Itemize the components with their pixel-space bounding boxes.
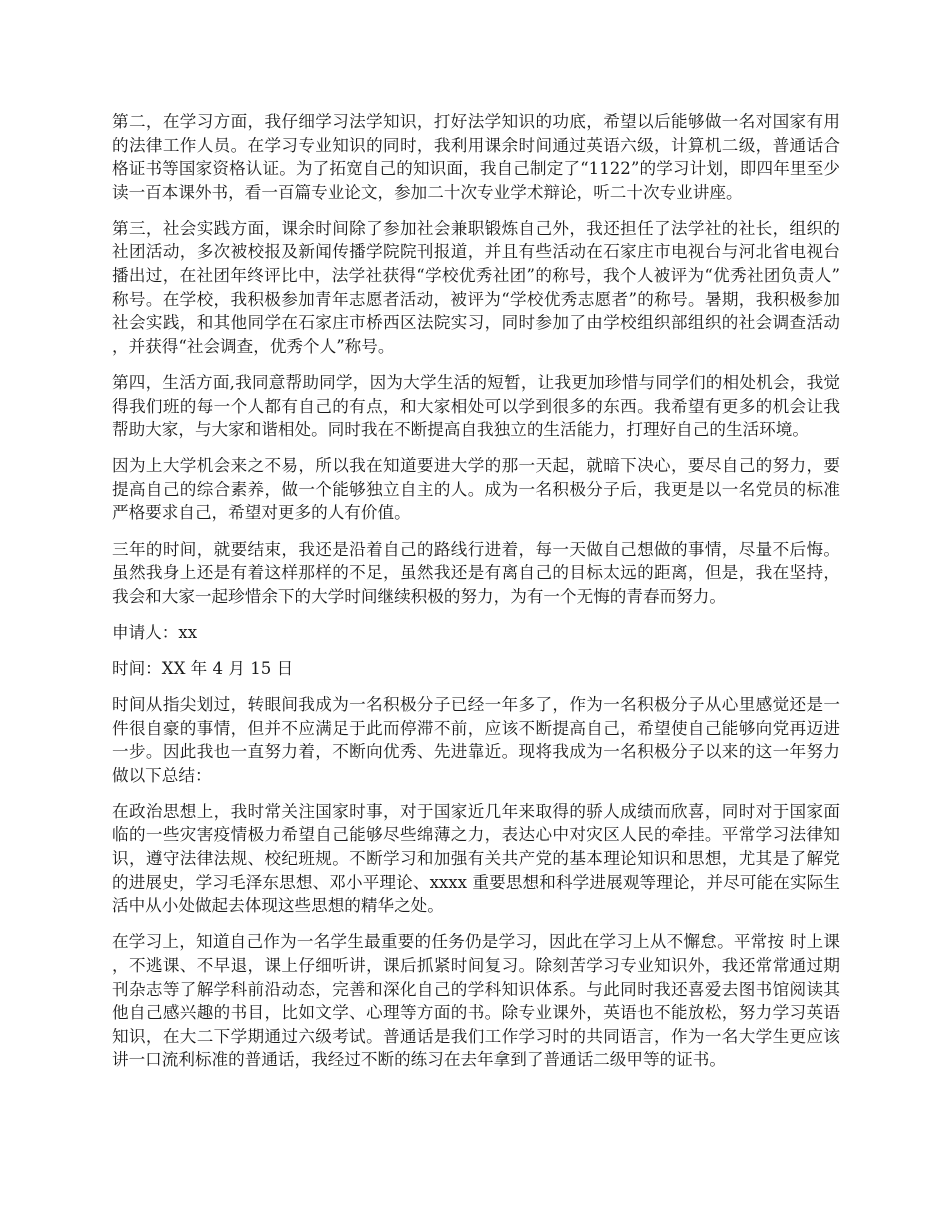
paragraph-study: 第二，在学习方面，我仔细学习法学知识，打好法学知识的功底，希望以后能够做一名对国家有用的法律工作人员。在学习专业知识的同时，我利用课余时间通过英语六级，计算机二级，普通话合格证书等国家资格认证。为了拓宽自己的知识面，我自己制定了“1122”的学习计划，即四年里至少读一百本课外书，看一百篇专业论文，参加二十次专业学术辩论，听二十次专业讲座。 — [112, 112, 840, 202]
paragraph-academic: 在学习上，知道自己作为一名学生最重要的任务仍是学习，因此在学习上从不懈怠。平常按 时上课，不逃课、不早退，课上仔细听讲，课后抓紧时间复习。除刻苦学习专业知识外，我还常常通过期刊杂志等了解学科前沿动态，完善和深化自己的学科知识体系。与此同时我还喜爱去图书馆阅读其他自己感兴趣的书目，比如文学、心理等方面的书。除专业课外，英语也不能放松，努力学习英语知识，在大二下学期通过六级考试。普通话是我们工作学习时的共同语言，作为一名大学生更应该讲一口流利标准的普通话，我经过不断的练习在去年拿到了普通话二级甲等的证书。 — [112, 932, 840, 1070]
paragraph-social-practice: 第三，社会实践方面，课余时间除了参加社会兼职锻炼自己外，我还担任了法学社的社长，组织的社团活动，多次被校报及新闻传播学院院刊报道，并且有些活动在石家庄市电视台与河北省电视台播出过，在社团年终评比中，法学社获得“学校优秀社团”的称号，我个人被评为“优秀社团负责人”称号。在学校，我积极参加青年志愿者活动，被评为“学校优秀志愿者”的称号。暑期，我积极参加社会实践，和其他同学在石家庄市桥西区法院实习，同时参加了由学校组织部组织的社会调查活动，并获得“社会调查，优秀个人”称号。 — [112, 218, 840, 356]
paragraph-motivation: 因为上大学机会来之不易，所以我在知道要进大学的那一天起，就暗下决心，要尽自己的努力，要提高自己的综合素养，做一个能够独立自主的人。成为一名积极分子后，我更是以一名党员的标准严格要求自己，希望对更多的人有价值。 — [112, 456, 840, 523]
applicant-line: 申请人：xx — [112, 622, 198, 642]
paragraph-conclusion: 三年的时间，就要结束，我还是沿着自己的路线行进着，每一天做自己想做的事情，尽量不后悔。虽然我身上还是有着这样那样的不足，虽然我还是有离自己的目标太远的距离，但是，我在坚持，我会和大家一起珍惜余下的大学时间继续积极的努力，为有一个无悔的青春而努力。 — [112, 539, 840, 606]
date-line: 时间：XX 年 4 月 15 日 — [112, 658, 294, 678]
paragraph-political-thought: 在政治思想上，我时常关注国家时事，对于国家近几年来取得的骄人成绩而欣喜，同时对于国家面临的一些灾害疫情极力希望自己能够尽些绵薄之力，表达心中对灾区人民的牵挂。平常学习法律知识，遵守法律法规、校纪班规。不断学习和加强有关共产党的基本理论知识和思想，尤其是了解党的进展史，学习毛泽东思想、邓小平理论、xxxx 重要思想和科学进展观等理论，并尽可能在实际生活中从小处做起去体现这些思想的精华之处。 — [112, 801, 840, 916]
document-page — [112, 110, 840, 1084]
paragraph-life: 第四，生活方面,我同意帮助同学，因为大学生活的短暂，让我更加珍惜与同学们的相处机会，我觉得我们班的每一个人都有自己的有点，和大家相处可以学到很多的东西。我希望有更多的机会让我帮助大家，与大家和谐相处。同时我在不断提高自我独立的生活能力，打理好自己的生活环境。 — [112, 372, 840, 440]
paragraph-summary-intro: 时间从指尖划过，转眼间我成为一名积极分子已经一年多了，作为一名积极分子从心里感觉还是一件很自豪的事情，但并不应满足于此而停滞不前，应该不断提高自己，希望使自己能够向党再迈进一步。因此我也一直努力着，不断向优秀、先进靠近。现将我成为一名积极分子以来的这一年努力做以下总结： — [112, 694, 840, 785]
